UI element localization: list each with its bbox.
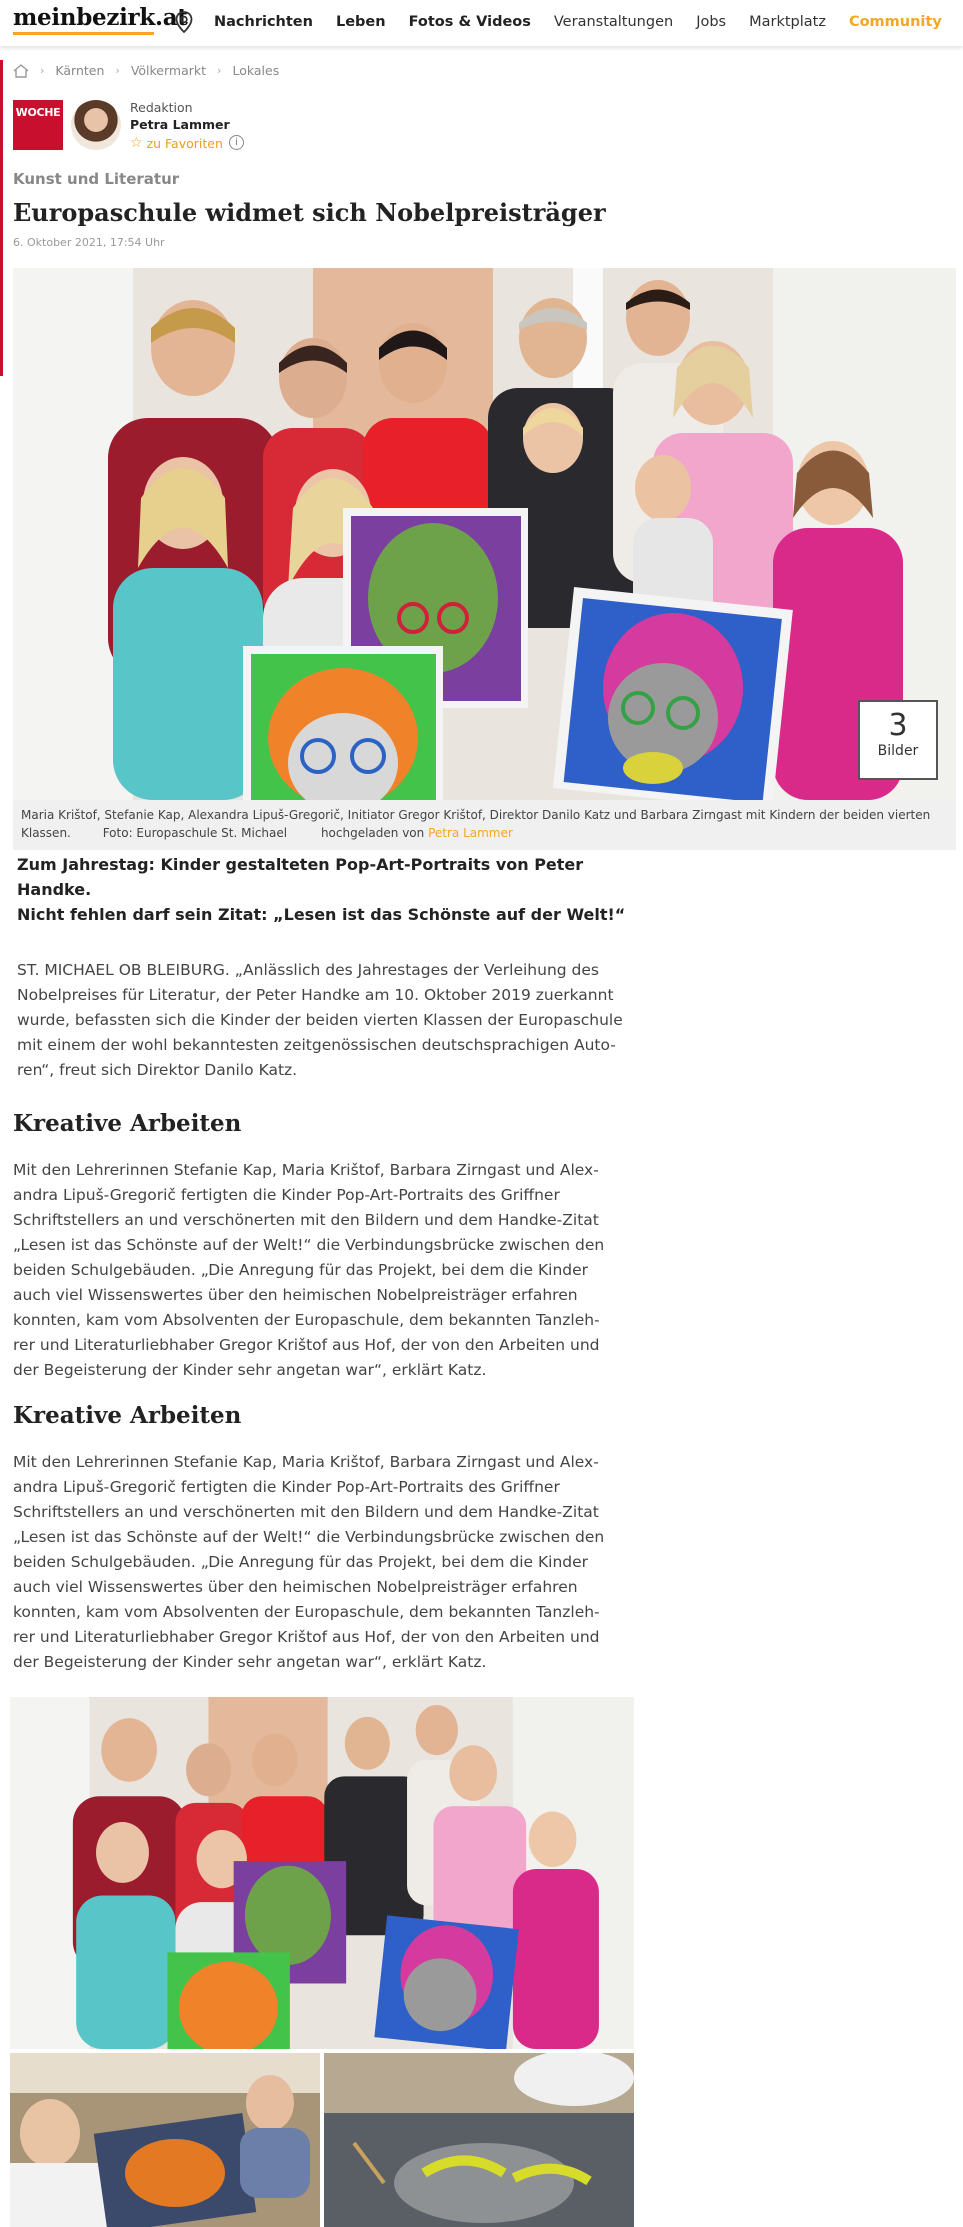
paragraph-line: mit einem der wohl bekanntesten zeitgenössischen deutschsprachigen Auto- — [17, 1036, 616, 1054]
paragraph-line: andra Lipuš-Gregorič fertigten die Kinder Pop-Art-Portraits des Griffner — [13, 1186, 560, 1204]
site-logo[interactable]: meinbezirk.at — [13, 4, 188, 31]
author-avatar[interactable] — [71, 100, 121, 150]
paragraph-line: konnten, kam vom Absolventen der Europaschule, dem bekannten Tanzleh- — [13, 1603, 600, 1621]
image-count: 3 — [888, 708, 908, 743]
chevron-right-icon: › — [115, 64, 120, 77]
article-title: Europaschule widmet sich Nobelpreisträger — [13, 198, 606, 227]
paragraph-line: Schriftstellers an und verschönerten mit den Bildern und dem Handke-Zitat — [13, 1503, 599, 1521]
nav-item-leben[interactable]: Leben — [335, 14, 386, 30]
nav-item-veranstaltungen[interactable]: Veranstaltungen — [553, 14, 674, 30]
paragraph-line: „Lesen ist das Schönste auf der Welt!“ die Verbindungsbrücke zwischen den — [13, 1528, 605, 1546]
article-paragraph-1 — [17, 958, 647, 1083]
closeup-photo-thumbnail — [324, 2053, 634, 2227]
add-favorite-button[interactable] — [130, 135, 223, 151]
group-photo-thumbnail — [10, 1697, 634, 2049]
paragraph-line: der Begeisterung der Kinder sehr angetan war“, erklärt Katz. — [13, 1361, 487, 1379]
article-date: 6. Oktober 2021, 17:54 Uhr — [13, 236, 165, 249]
author-role: Redaktion — [130, 100, 193, 115]
photo-caption — [13, 800, 956, 850]
nav-item-marktplatz[interactable]: Marktplatz — [749, 14, 826, 30]
uploader-link[interactable]: Petra Lammer — [428, 826, 513, 840]
gallery-image-main[interactable] — [10, 1697, 634, 2049]
breadcrumb-item-kaernten[interactable]: Kärnten — [55, 63, 105, 78]
gallery-image-kids-painting[interactable] — [10, 2053, 320, 2227]
star-icon: ☆ — [130, 135, 143, 151]
gallery-image-painting-closeup[interactable] — [324, 2053, 634, 2227]
location-pin-icon[interactable] — [175, 11, 193, 33]
group-photo-illustration — [13, 268, 956, 800]
hero-photo[interactable] — [13, 268, 956, 800]
breadcrumb — [13, 63, 279, 78]
chevron-right-icon: › — [217, 64, 222, 77]
photo-credit: Foto: Europaschule St. Michael — [102, 826, 288, 840]
paragraph-line: Mit den Lehrerinnen Stefanie Kap, Maria Krištof, Barbara Zirngast und Alex- — [13, 1453, 599, 1471]
favorite-label: zu Favoriten — [146, 135, 223, 151]
home-icon[interactable] — [13, 64, 29, 78]
caption-text: Maria Krištof, Stefanie Kap, Alexandra Lipuš-Gregorič, Initiator Gregor Krištof, Direktor Danilo Katz und Barbara Zirngast mit Kindern der beiden vierten Klassen. — [21, 808, 931, 840]
paragraph-line: rer und Literaturliebhaber Gregor Krištof aus Hof, der von den Arbeiten und — [13, 1336, 600, 1354]
section-heading-1: Kreative Arbeiten — [13, 1110, 242, 1137]
image-count-badge[interactable] — [858, 700, 938, 780]
paragraph-line: konnten, kam vom Absolventen der Europaschule, dem bekannten Tanzleh- — [13, 1311, 600, 1329]
top-navigation — [0, 0, 963, 46]
article-category[interactable]: Kunst und Literatur — [13, 170, 180, 188]
author-name[interactable]: Petra Lammer — [130, 117, 230, 132]
paragraph-line: Schriftstellers an und verschönerten mit den Bildern und dem Handke-Zitat — [13, 1211, 599, 1229]
info-icon[interactable]: i — [229, 135, 244, 150]
paragraph-line: andra Lipuš-Gregorič fertigten die Kinder Pop-Art-Portraits des Griffner — [13, 1478, 560, 1496]
nav-item-fotos-videos[interactable]: Fotos & Videos — [408, 14, 531, 30]
paragraph-line: beiden Schulgebäuden. „Die Anregung für das Projekt, bei dem die Kinder — [13, 1261, 589, 1279]
image-count-label: Bilder — [877, 743, 919, 759]
paragraph-line: der Begeisterung der Kinder sehr angetan war“, erklärt Katz. — [13, 1653, 487, 1671]
paragraph-line: Nobelpreises für Literatur, der Peter Handke am 10. Oktober 2019 zuerkannt — [17, 986, 614, 1004]
paragraph-line: rer und Literaturliebhaber Gregor Krištof aus Hof, der von den Arbeiten und — [13, 1628, 600, 1646]
paragraph-line: ren“, freut sich Direktor Danilo Katz. — [17, 1061, 298, 1079]
article-lead — [17, 852, 657, 927]
paragraph-line: wurde, befassten sich die Kinder der beiden vierten Klassen der Europaschule — [17, 1011, 623, 1029]
paragraph-line: ST. MICHAEL OB BLEIBURG. „Anlässlich des Jahrestages der Verleihung des — [17, 961, 599, 979]
woche-logo[interactable]: WOCHE — [13, 100, 63, 150]
nav-item-nachrichten[interactable]: Nachrichten — [214, 14, 313, 30]
article-paragraph-3 — [13, 1450, 643, 1675]
lead-line: Zum Jahrestag: Kinder gestalteten Pop-Art-Portraits von Peter Handke. — [17, 855, 584, 899]
paragraph-line: auch viel Wissenswertes über den heimischen Nobelpreisträger erfahren — [13, 1286, 578, 1304]
breadcrumb-item-voelkermarkt[interactable]: Völkermarkt — [130, 63, 207, 78]
logo-underline — [13, 32, 154, 35]
paragraph-line: beiden Schulgebäuden. „Die Anregung für das Projekt, bei dem die Kinder — [13, 1553, 589, 1571]
paragraph-line: „Lesen ist das Schönste auf der Welt!“ die Verbindungsbrücke zwischen den — [13, 1236, 605, 1254]
chevron-right-icon: › — [40, 64, 45, 77]
paragraph-line: Mit den Lehrerinnen Stefanie Kap, Maria Krištof, Barbara Zirngast und Alex- — [13, 1161, 599, 1179]
article-paragraph-2 — [13, 1158, 643, 1383]
brand-accent-strip — [0, 60, 3, 376]
nav-item-community[interactable]: Community — [848, 14, 942, 30]
breadcrumb-item-lokales[interactable]: Lokales — [232, 63, 280, 78]
lead-line: Nicht fehlen darf sein Zitat: „Lesen ist das Schönste auf der Welt!“ — [17, 905, 626, 924]
section-heading-2: Kreative Arbeiten — [13, 1402, 242, 1429]
main-menu — [214, 14, 963, 30]
paragraph-line: auch viel Wissenswertes über den heimischen Nobelpreisträger erfahren — [13, 1578, 578, 1596]
painting-photo-thumbnail — [10, 2053, 320, 2227]
nav-item-jobs[interactable]: Jobs — [696, 14, 727, 30]
uploaded-by-label: hochgeladen von — [320, 826, 425, 840]
